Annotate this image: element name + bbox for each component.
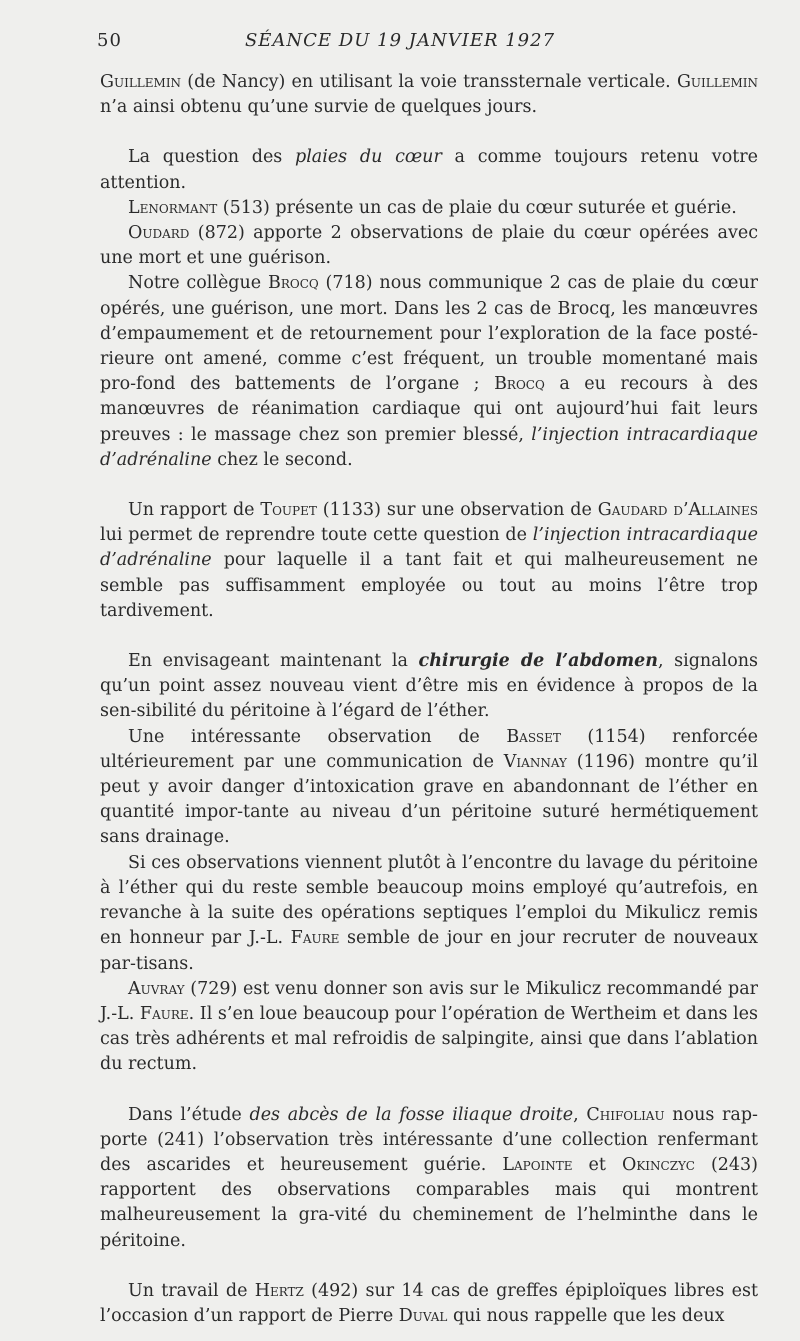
text-run: Dans l’étude xyxy=(128,1104,250,1125)
author-name: Okinczyc xyxy=(621,1154,695,1175)
page-number: 50 xyxy=(97,30,122,51)
author-name: Guillemin xyxy=(676,72,758,92)
paragraph-10 xyxy=(100,977,758,1078)
paragraph-2 xyxy=(100,145,758,195)
text-run: (1154) renforcée ultérieurement par une communication de xyxy=(100,726,758,772)
author-name: Lenormant xyxy=(128,197,218,218)
author-name: Faure xyxy=(290,928,340,949)
text-run: chez le second. xyxy=(211,449,353,470)
italic-term: plaies du cœur xyxy=(295,147,442,168)
author-name: Chifoliau xyxy=(586,1104,665,1125)
author-name: Guillemin xyxy=(100,72,182,92)
paragraph-9 xyxy=(100,851,758,977)
text-run: lui permet de reprendre toute cette question de xyxy=(100,525,533,546)
text-run: , xyxy=(573,1104,587,1125)
paragraph-1 xyxy=(100,70,758,120)
text-run: semble de jour en jour recruter de nouveaux par-tisans. xyxy=(100,928,758,974)
text-run: et xyxy=(572,1154,622,1175)
text-run: (872) apporte 2 observations de plaie du cœur opérées avec une mort et une guérison. xyxy=(100,223,758,269)
text-run: a eu recours à des manœuvres de réanimation cardiaque qui ont aujourd’hui fait leurs preuves : le massage chez son premier blessé, xyxy=(100,374,758,445)
paragraph-5 xyxy=(100,271,758,473)
author-name: Brocq xyxy=(494,374,545,395)
paragraph-6 xyxy=(100,498,758,624)
text-run: (1133) sur une observation de xyxy=(316,500,598,521)
text-run: nous rap-porte (241) l’observation très intéressante d’une collection renfermant des ascarides et heureusement guérie. xyxy=(100,1104,758,1175)
italic-term: l’injection intracardiaque d’adrénaline xyxy=(100,525,758,571)
text-run: La question des xyxy=(128,147,295,168)
text-run: (492) sur 14 cas de greffes épiploïques libres est l’occasion d’un rapport de Pierre xyxy=(100,1280,758,1326)
text-run: Notre collègue xyxy=(128,273,268,294)
running-title: SÉANCE DU 19 JANVIER 1927 xyxy=(244,30,556,51)
paragraph-8 xyxy=(100,725,758,851)
author-name: Toupet xyxy=(260,500,317,521)
paragraph-11 xyxy=(100,1103,758,1254)
paragraph-12 xyxy=(100,1279,758,1329)
text-run: qui nous rappelle que les deux xyxy=(447,1305,725,1326)
text-run: Si ces observations viennent plutôt à l’encontre du lavage du péritoine à l’éther qui du reste semble beaucoup moins employé qu’autrefois, en revanche à la suite des opérations septiques l’emploi du Mikulicz remis en honneur par J.-L. xyxy=(100,852,758,949)
text-run: (de Nancy) en utilisant la voie transsternale verticale. xyxy=(181,72,677,92)
text-run: Une intéressante observation de xyxy=(128,726,507,747)
author-name: Brocq xyxy=(267,273,319,294)
italic-term: l’injection intracardiaque d’adrénaline xyxy=(100,424,758,470)
author-name: Auvray xyxy=(128,978,185,999)
paragraph-3 xyxy=(100,196,758,221)
author-name: Faure xyxy=(139,1003,189,1024)
paragraph-7 xyxy=(100,649,758,725)
author-name: Lapointe xyxy=(502,1154,573,1175)
text-run: n’a ainsi obtenu qu’une survie de quelques jours. xyxy=(100,97,538,118)
page-header xyxy=(0,30,800,54)
text-run: a comme toujours retenu votre attention. xyxy=(100,147,758,193)
paragraph-4 xyxy=(100,221,758,271)
text-run: Un rapport de xyxy=(128,500,261,521)
author-name: Duval xyxy=(398,1305,448,1326)
text-run: , signalons qu’un point assez nouveau vient d’être mis en évidence à propos de la sen-sibilité du péritoine à l’égard de l’éther. xyxy=(100,651,758,722)
author-name: Viannay xyxy=(503,751,567,772)
text-run: (718) nous communique 2 cas de plaie du cœur opérés, une guérison, une mort. Dans les 2 cas de Brocq, les manœuvres d’empaumement et de retournement pour l’exploration de la face posté-rieure ont amené, comme c’est fréquent, un trouble momentané mais pro-fond des battements de l’organe ; xyxy=(100,273,759,395)
text-run: pour laquelle il a tant fait et qui malheureusement ne semble pas suffisamment employée ou tout au moins l’être trop tardivement. xyxy=(100,550,758,621)
text-run: (243) rapportent des observations comparables mais qui montrent malheureusement la gra-vité du cheminement de l’helminthe dans le péritoine. xyxy=(100,1154,759,1251)
text-run: (1196) montre qu’il peut y avoir danger d’intoxication grave en abandonnant de l’éther en quantité impor-tante au niveau d’un péritoine suturé hermétiquement sans drainage. xyxy=(100,751,759,848)
author-name: Hertz xyxy=(254,1280,304,1301)
italic-term: des abcès de la fosse iliaque droite xyxy=(249,1104,574,1125)
text-run: . Il s’en loue beaucoup pour l’opération de Wertheim et dans les cas très adhérents et mal refroidis de salpingite, ainsi que dans l’ablation du rectum. xyxy=(100,1003,758,1075)
author-name: Oudard xyxy=(128,223,190,244)
text-run: En envisageant maintenant la xyxy=(128,651,419,672)
page-body xyxy=(100,70,758,1329)
author-name: Gaudard d’Allaines xyxy=(597,500,758,521)
bold-italic-term: chirurgie de l’abdomen xyxy=(418,651,658,672)
text-run: (513) présente un cas de plaie du cœur suturée et guérie. xyxy=(217,197,737,218)
text-run: Un travail de xyxy=(128,1280,255,1301)
author-name: Basset xyxy=(506,726,561,747)
text-run: (729) est venu donner son avis sur le Mikulicz recommandé par J.-L. xyxy=(100,978,758,1024)
